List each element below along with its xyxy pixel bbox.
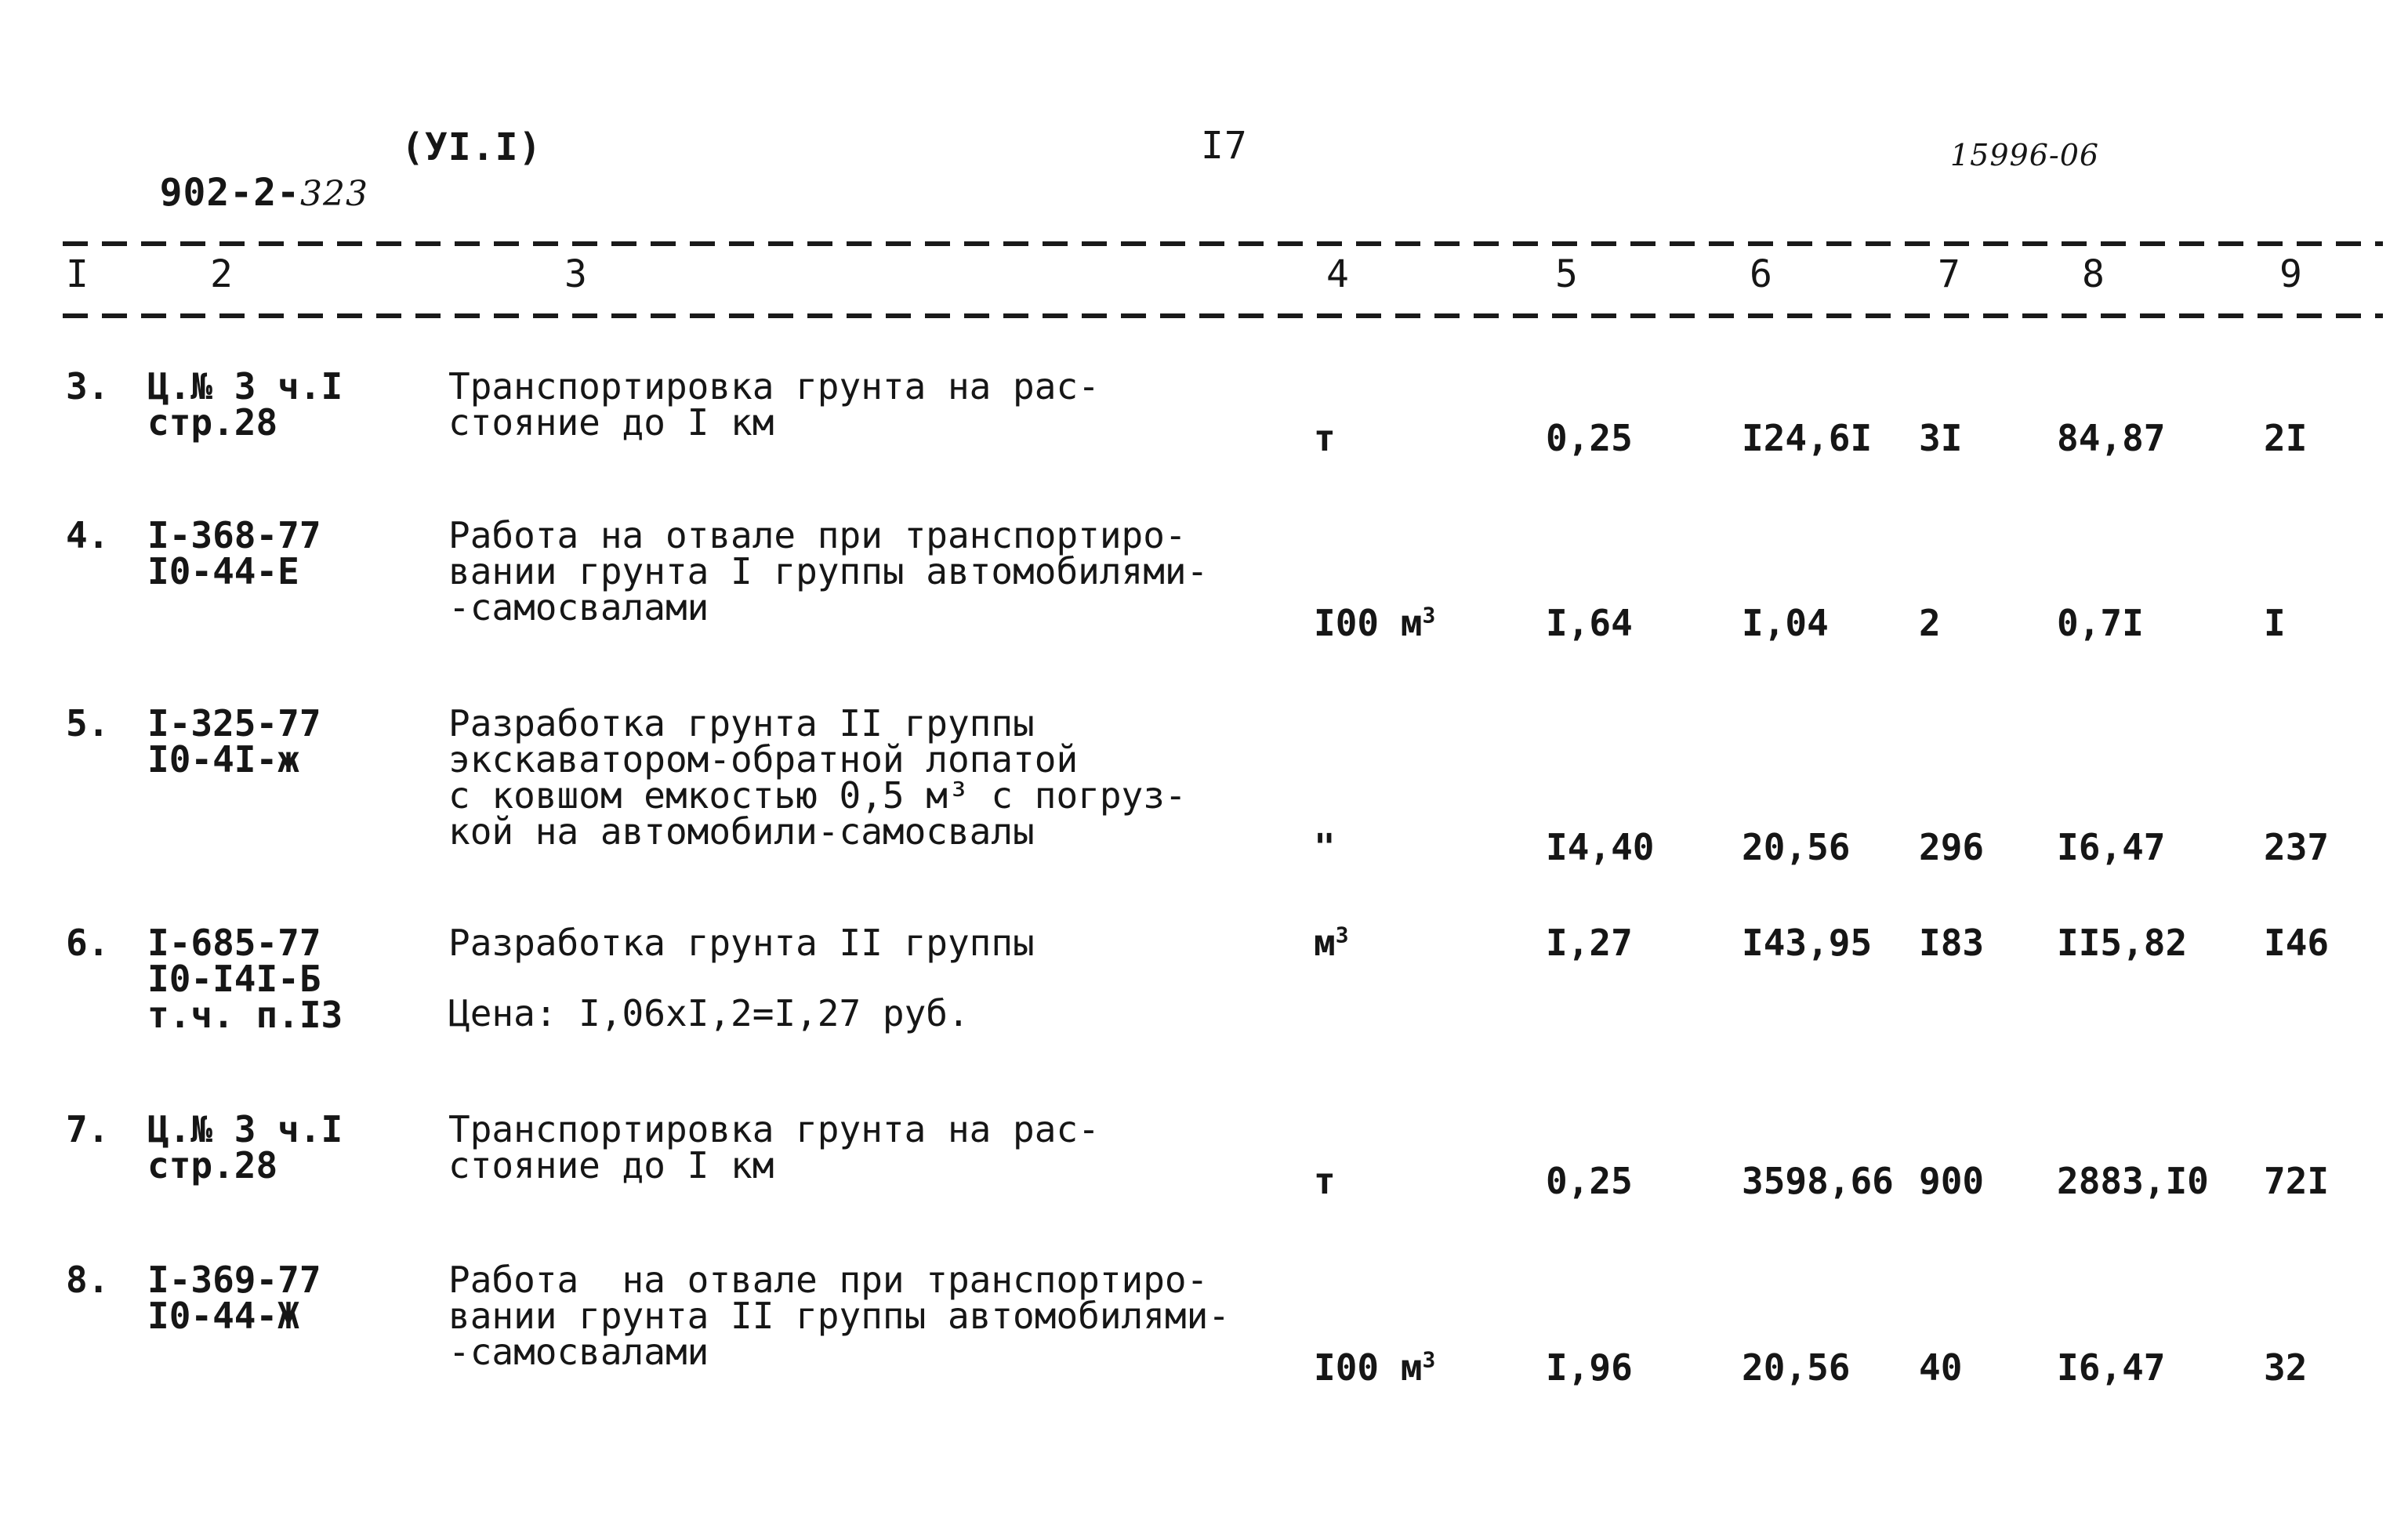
unit-text: " [1314,826,1336,868]
quantity: I4,40 [1546,826,1655,868]
unit-price: 20,56 [1742,826,1851,868]
column-number-6: 6 [1750,252,1772,296]
column-number-5: 5 [1555,252,1578,296]
unit-exponent: 3 [1422,1346,1436,1373]
reference-line: I-325-77 [147,702,321,745]
row-number: 7. [66,1108,110,1150]
description-line: Работа на отвале при транспортиро- [448,1259,1209,1301]
total-cost: 3I [1919,417,1963,459]
reference-line: I-369-77 [147,1259,321,1301]
table-header-rule [63,313,2383,318]
description-line: -самосвалами [448,1331,709,1373]
total-cost: 2 [1919,602,1941,644]
unit-text: м [1314,922,1336,964]
row-reference [147,514,321,592]
section-label: (УI.I) [401,125,542,169]
description-line: Разработка грунта II группы [448,922,1035,964]
wage-total: I [2264,602,2286,644]
wage-per-unit: 0,7I [2057,602,2144,644]
row-reference [147,922,343,1036]
row-description [448,922,1035,964]
description-line: стояние до I км [448,1144,774,1187]
table-top-rule [63,241,2383,246]
wage-per-unit: 84,87 [2057,417,2166,459]
description-line: кой на автомобили-самосвалы [448,810,1035,853]
row-number: 5. [66,702,110,745]
unit-text: т [1314,417,1336,459]
row-reference [147,365,343,444]
description-line: стояние до I км [448,401,774,444]
quantity: I,96 [1546,1346,1633,1389]
total-cost: I83 [1919,922,1985,964]
column-number-3: 3 [564,252,587,296]
unit-price: I,04 [1742,602,1829,644]
total-cost: 40 [1919,1346,1963,1389]
column-number-8: 8 [2082,252,2105,296]
column-number-9: 9 [2279,252,2302,296]
unit-price: I43,95 [1742,922,1873,964]
row-number: 8. [66,1259,110,1301]
unit-of-measure [1314,417,1336,459]
wage-total: 237 [2264,826,2330,868]
quantity: I,27 [1546,922,1633,964]
unit-of-measure [1314,1160,1336,1202]
row-number: 3. [66,365,110,408]
reference-line: I0-4I-ж [147,738,299,781]
wage-per-unit: 2883,I0 [2057,1160,2209,1202]
column-number-4: 4 [1326,252,1349,296]
reference-line: Ц.№ 3 ч.I [147,365,343,408]
doc-code [66,127,368,259]
description-line: вании грунта II группы автомобилями- [448,1295,1230,1337]
page-number: I7 [1201,124,1248,168]
description-line: вании грунта I группы автомобилями- [448,550,1209,592]
doc-code-handwritten: 323 [299,174,368,214]
reference-line: стр.28 [147,1144,278,1187]
row-number: 4. [66,514,110,556]
unit-of-measure [1314,922,1349,964]
wage-per-unit: II5,82 [2057,922,2188,964]
description-line: -самосвалами [448,586,709,629]
row-description [448,1259,1230,1373]
unit-price: I24,6I [1742,417,1873,459]
row-reference [147,702,321,781]
description-line: Транспортировка грунта на рас- [448,1108,1100,1150]
quantity: 0,25 [1546,1160,1633,1202]
total-cost: 296 [1919,826,1985,868]
description-line: Работа на отвале при транспортиро- [448,514,1187,556]
description-line: с ковшом емкостью 0,5 м³ с погруз- [448,774,1187,817]
reference-line: стр.28 [147,401,278,444]
unit-price: 20,56 [1742,1346,1851,1389]
column-number-1: I [66,252,89,296]
total-cost: 900 [1919,1160,1985,1202]
reference-line: I0-44-Ж [147,1295,299,1337]
wage-total: I46 [2264,922,2330,964]
unit-of-measure [1314,826,1336,868]
reference-line: Ц.№ 3 ч.I [147,1108,343,1150]
row-description [448,514,1209,629]
row-reference [147,1259,321,1337]
description-line: Разработка грунта II группы [448,702,1035,745]
row-number: 6. [66,922,110,964]
column-number-2: 2 [210,252,233,296]
unit-text: I00 м [1314,602,1423,644]
row-description [448,702,1187,853]
unit-of-measure [1314,602,1436,644]
reference-line: т.ч. п.I3 [147,994,343,1036]
doc-code-prefix: 902-2- [159,171,300,215]
wage-per-unit: I6,47 [2057,826,2166,868]
price-note: Цена: I,06хI,2=I,27 руб. [448,992,970,1034]
unit-exponent: 3 [1335,922,1349,948]
row-reference [147,1108,343,1187]
unit-text: I00 м [1314,1346,1423,1389]
reference-line: I0-I4I-Б [147,958,321,1000]
stamp-number: 15996-06 [1950,138,2100,172]
reference-line: I-685-77 [147,922,321,964]
wage-total: 2I [2264,417,2308,459]
row-description [448,365,1100,444]
wage-per-unit: I6,47 [2057,1346,2166,1389]
quantity: 0,25 [1546,417,1633,459]
wage-total: 72I [2264,1160,2330,1202]
description-line: экскаватором-обратной лопатой [448,738,1079,781]
row-description [448,1108,1100,1187]
description-line: Транспортировка грунта на рас- [448,365,1100,408]
unit-exponent: 3 [1422,602,1436,629]
quantity: I,64 [1546,602,1633,644]
column-number-7: 7 [1938,252,1960,296]
unit-price: 3598,66 [1742,1160,1894,1202]
unit-of-measure [1314,1346,1436,1389]
wage-total: 32 [2264,1346,2308,1389]
unit-text: т [1314,1160,1336,1202]
reference-line: I0-44-Е [147,550,299,592]
reference-line: I-368-77 [147,514,321,556]
